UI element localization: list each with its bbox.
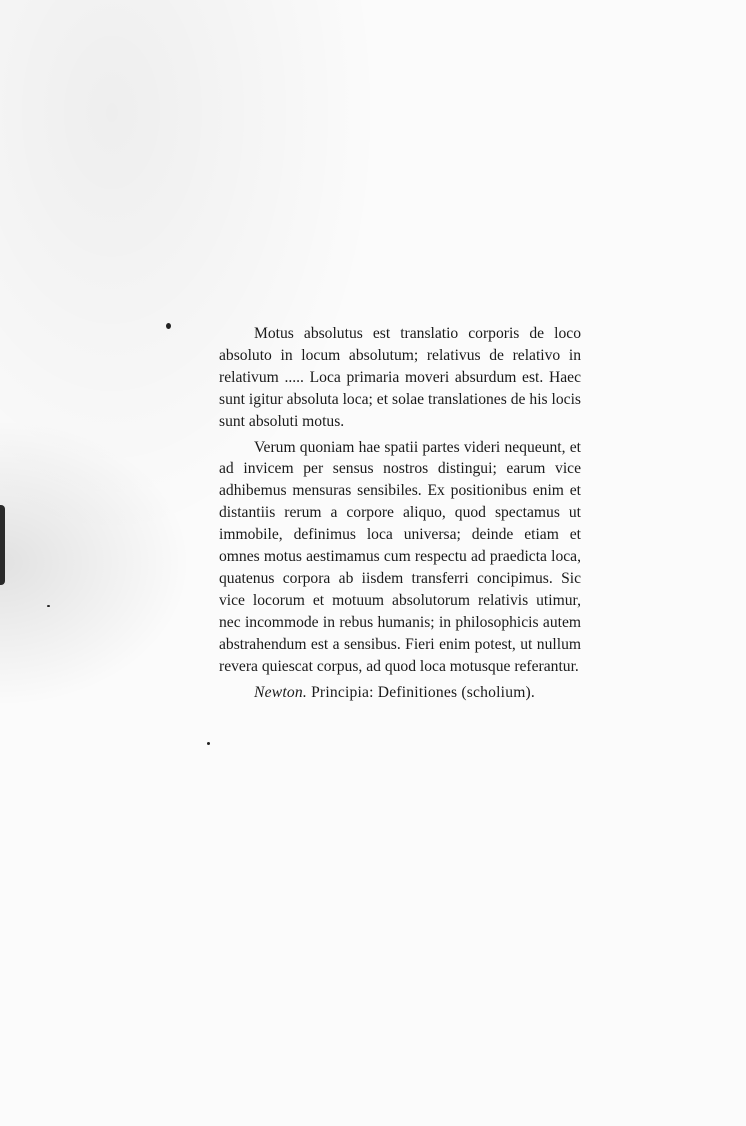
quotation-block: [219, 323, 581, 703]
page-edge-shadow: [0, 505, 5, 585]
ink-speck: [166, 323, 171, 329]
citation: [219, 682, 581, 704]
ink-speck: [47, 605, 50, 607]
citation-source: Principia: Definitiones (scholium).: [311, 683, 536, 701]
paragraph-2: Verum quoniam hae spatii partes videri nequeunt, et ad invicem per sensus nostros distingui; earum vice adhibemus mensuras sensibiles. Ex positionibus enim et distantiis rerum a corpore aliquo, quod spectamus ut immobile, definimus loca universa; deinde etiam et omnes motus aestimamus cum respectu ad praedicta loca, quatenus corpora ab iisdem transferri concipimus. Sic vice locorum et motuum absolutorum relativis utimur, nec incommode in rebus humanis; in philosophicis autem abstrahendum est a sensibus. Fieri enim potest, ut nullum revera quiescat corpus, ad quod loca motusque referantur.: [219, 438, 581, 675]
ink-speck: [207, 742, 210, 745]
citation-author: Newton.: [254, 683, 307, 701]
paragraph-1: Motus absolutus est translatio corporis de loco absoluto in locum absolutum; relativus de relativo in relativum ..... Loca primaria moveri absurdum est. Haec sunt igitur absoluta loca; et solae translationes de his locis sunt absoluti motus.: [219, 325, 581, 430]
